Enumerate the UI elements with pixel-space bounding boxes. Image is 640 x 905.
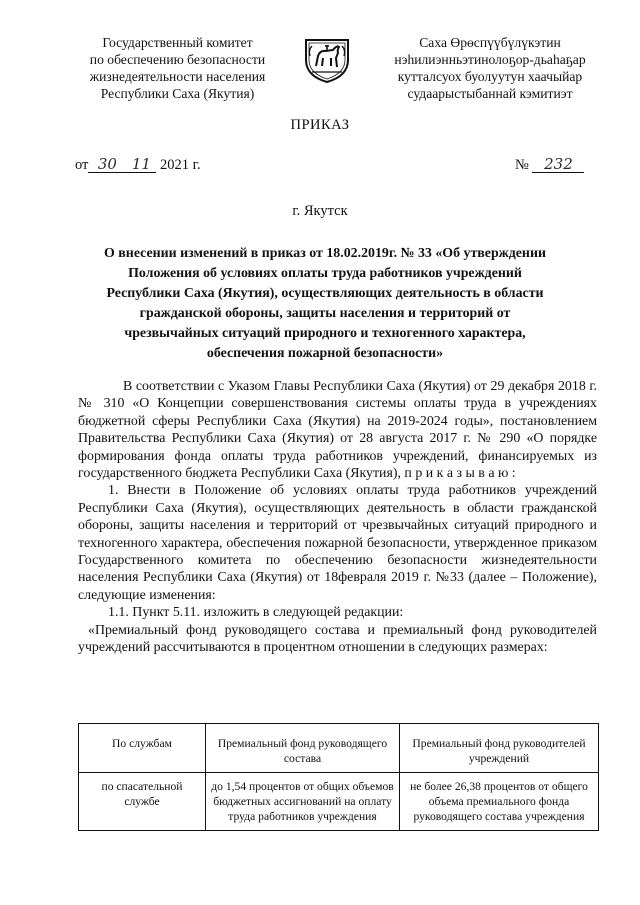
paragraph-item-1-1: 1.1. Пункт 5.11. изложить в следующей редакции: xyxy=(108,605,404,621)
issuer-line: по обеспечению безопасности xyxy=(89,52,266,67)
document-type: ПРИКАЗ xyxy=(290,117,350,133)
issuer-name-russian xyxy=(70,34,285,102)
table-cell: по спасательной службе xyxy=(79,773,206,831)
table-header-cell: Премиальный фонд руководящего состава xyxy=(206,724,400,773)
date-month-handwritten: 11 xyxy=(126,156,156,173)
table-header-cell: Премиальный фонд руководителей учреждений xyxy=(400,724,599,773)
issuer-line: судаарыстыбаннай кэмитиэт xyxy=(407,86,573,101)
paragraph-item-1: 1. Внести в Положение об условиях оплаты труда работников учреждений Республики Саха (Якутия), осуществляющих деятельность в области гражданской обороны, защиты населения и территорий от чрезвычайных ситуаций природного и техногенного характера, обеспечения пожарной безопасности, утвержденное приказом Государственного комитета по обеспечению безопасности жизнедеятельности населения Республики Саха (Якутия) от 18февраля 2019 г. №33 (далее – Положение), следующие изменения: xyxy=(78,483,597,603)
table-cell: не более 26,38 процентов от общего объема премиального фонда руководящего состава учреждения xyxy=(400,773,599,831)
table-header-cell: По службам xyxy=(79,724,206,773)
issuer-line: Государственный комитет xyxy=(102,35,253,50)
date-year: 2021 г. xyxy=(160,157,201,173)
table-cell: до 1,54 процентов от общих объемов бюджетных ассигнований на оплату труда работников учреждения xyxy=(206,773,400,831)
paragraph-preamble: В соответствии с Указом Главы Республики Саха (Якутия) от 29 декабря 2018 г. № 310 «О Концепции совершенствования системы оплаты труда в учреждениях бюджетной сферы Республики Саха (Якутия) на 2019-2024 годы», постановлением Правительства Республики Саха (Якутия) от 28 августа 2017 г. № 290 «О порядке формирования фонда оплаты труда работников учреждений, финансируемых из государственного бюджета Республики Саха (Якутия), п р и к а з ы в а ю : xyxy=(78,379,597,482)
issuer-name-yakut xyxy=(370,34,610,102)
issuer-line: Саха Өрөспүүбүлүкэтин xyxy=(419,35,561,50)
number-handwritten: 232 xyxy=(532,156,584,173)
date-day-handwritten: 30 xyxy=(88,156,126,173)
order-date xyxy=(75,156,201,174)
table-row xyxy=(79,773,599,831)
order-number xyxy=(515,156,584,174)
number-prefix: № xyxy=(515,157,529,173)
issuer-line: нэһилиэнньэтинолоҕор-дьаһаҕар xyxy=(394,52,586,67)
paragraph-quote-start: «Премиальный фонд руководящего состава и премиальный фонд руководителей учреждений рассчитываются в процентном отношении в следующих размерах: xyxy=(78,622,597,656)
issuer-line: Республики Саха (Якутия) xyxy=(100,86,255,101)
issuer-line: кутталсуох буолуутун хаачыйар xyxy=(397,69,583,84)
yakutia-coat-of-arms-icon xyxy=(300,30,354,84)
premium-fund-table xyxy=(78,723,599,831)
city: г. Якутск xyxy=(292,203,348,219)
table-header-row xyxy=(79,724,599,773)
issuer-line: жизнедеятельности населения xyxy=(89,69,266,84)
order-body xyxy=(78,378,597,657)
order-title: О внесении изменений в приказ от 18.02.2019г. № 33 «Об утверждении Положения об условиях оплаты труда работников учреждений Республики Саха (Якутия), осуществляющих деятельность в области гражданской обороны, защиты населения и территорий от чрезвычайных ситуаций природного и техногенного характера, обеспечения пожарной безопасности» xyxy=(104,246,546,361)
date-prefix: от xyxy=(75,157,89,173)
